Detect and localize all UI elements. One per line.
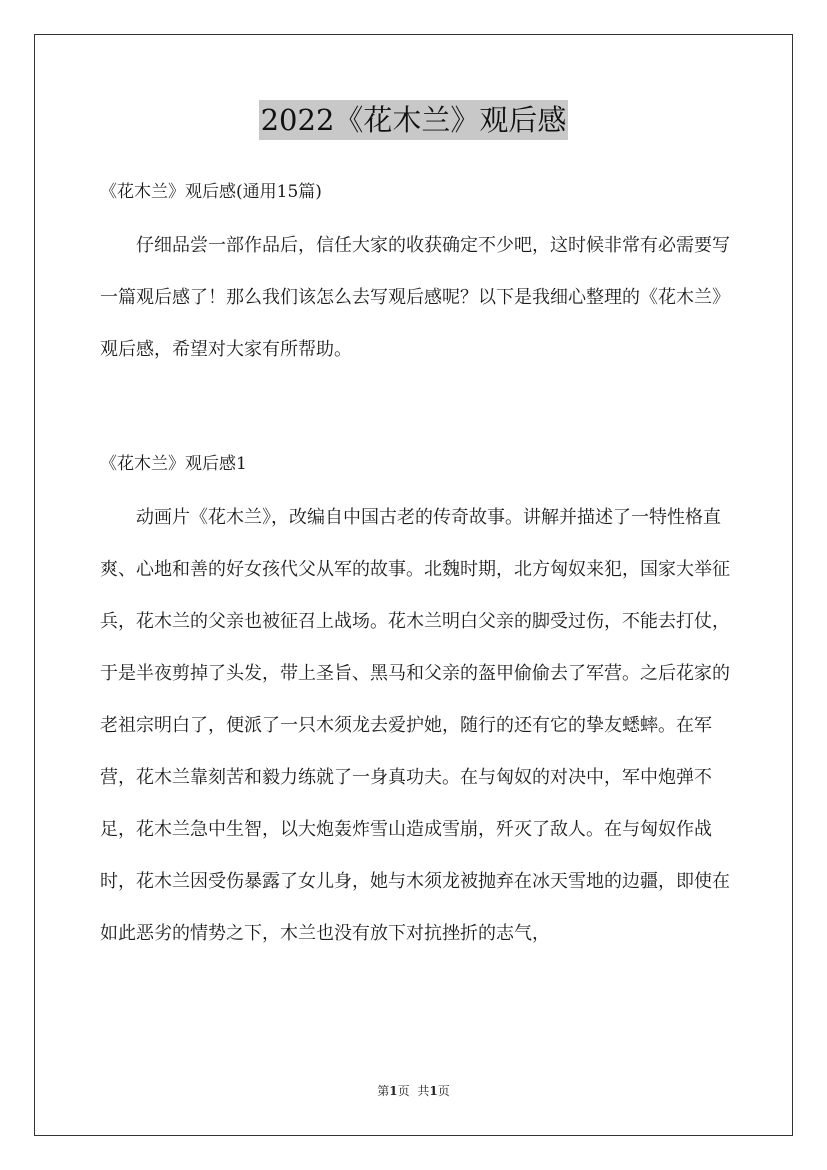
total-prefix: 共 bbox=[417, 1084, 430, 1098]
page-number: 1 bbox=[389, 1084, 398, 1098]
section-heading: 《花木兰》观后感1 bbox=[100, 454, 247, 474]
page-footer bbox=[0, 1083, 827, 1099]
intro-paragraph: 仔细品尝一部作品后，信任大家的收获确定不少吧，这时候非常有必需要写一篇观后感了！那么我们该怎么去写观后感呢？以下是我细心整理的《花木兰》观后感，希望对大家有所帮助。 bbox=[100, 235, 730, 360]
page-suffix: 页 bbox=[397, 1084, 410, 1098]
document-subtitle: 《花木兰》观后感(通用15篇) bbox=[100, 182, 322, 202]
title-container bbox=[0, 100, 827, 140]
total-suffix: 页 bbox=[437, 1084, 450, 1098]
page-prefix: 第 bbox=[377, 1084, 390, 1098]
document-title: 2022《花木兰》观后感 bbox=[259, 100, 569, 140]
section-body-paragraph: 动画片《花木兰》，改编自中国古老的传奇故事。讲解并描述了一特性格直爽、心地和善的好女孩代父从军的故事。北魏时期，北方匈奴来犯，国家大举征兵，花木兰的父亲也被征召上战场。花木兰明白父亲的脚受过伤，不能去打仗，于是半夜剪掉了头发，带上圣旨、黑马和父亲的盔甲偷偷去了军营。之后花家的老祖宗明白了，便派了一只木须龙去爱护她，随行的还有它的挚友蟋蟀。在军营，花木兰靠刻苦和毅力练就了一身真功夫。在与匈奴的对决中，军中炮弹不足，花木兰急中生智，以大炮轰炸雪山造成雪崩，歼灭了敌人。在与匈奴作战时，花木兰因受伤暴露了女儿身，她与木须龙被抛弃在冰天雪地的边疆，即使在如此恶劣的情势之下，木兰也没有放下对抗挫折的志气， bbox=[100, 507, 730, 944]
total-pages: 1 bbox=[429, 1084, 438, 1098]
